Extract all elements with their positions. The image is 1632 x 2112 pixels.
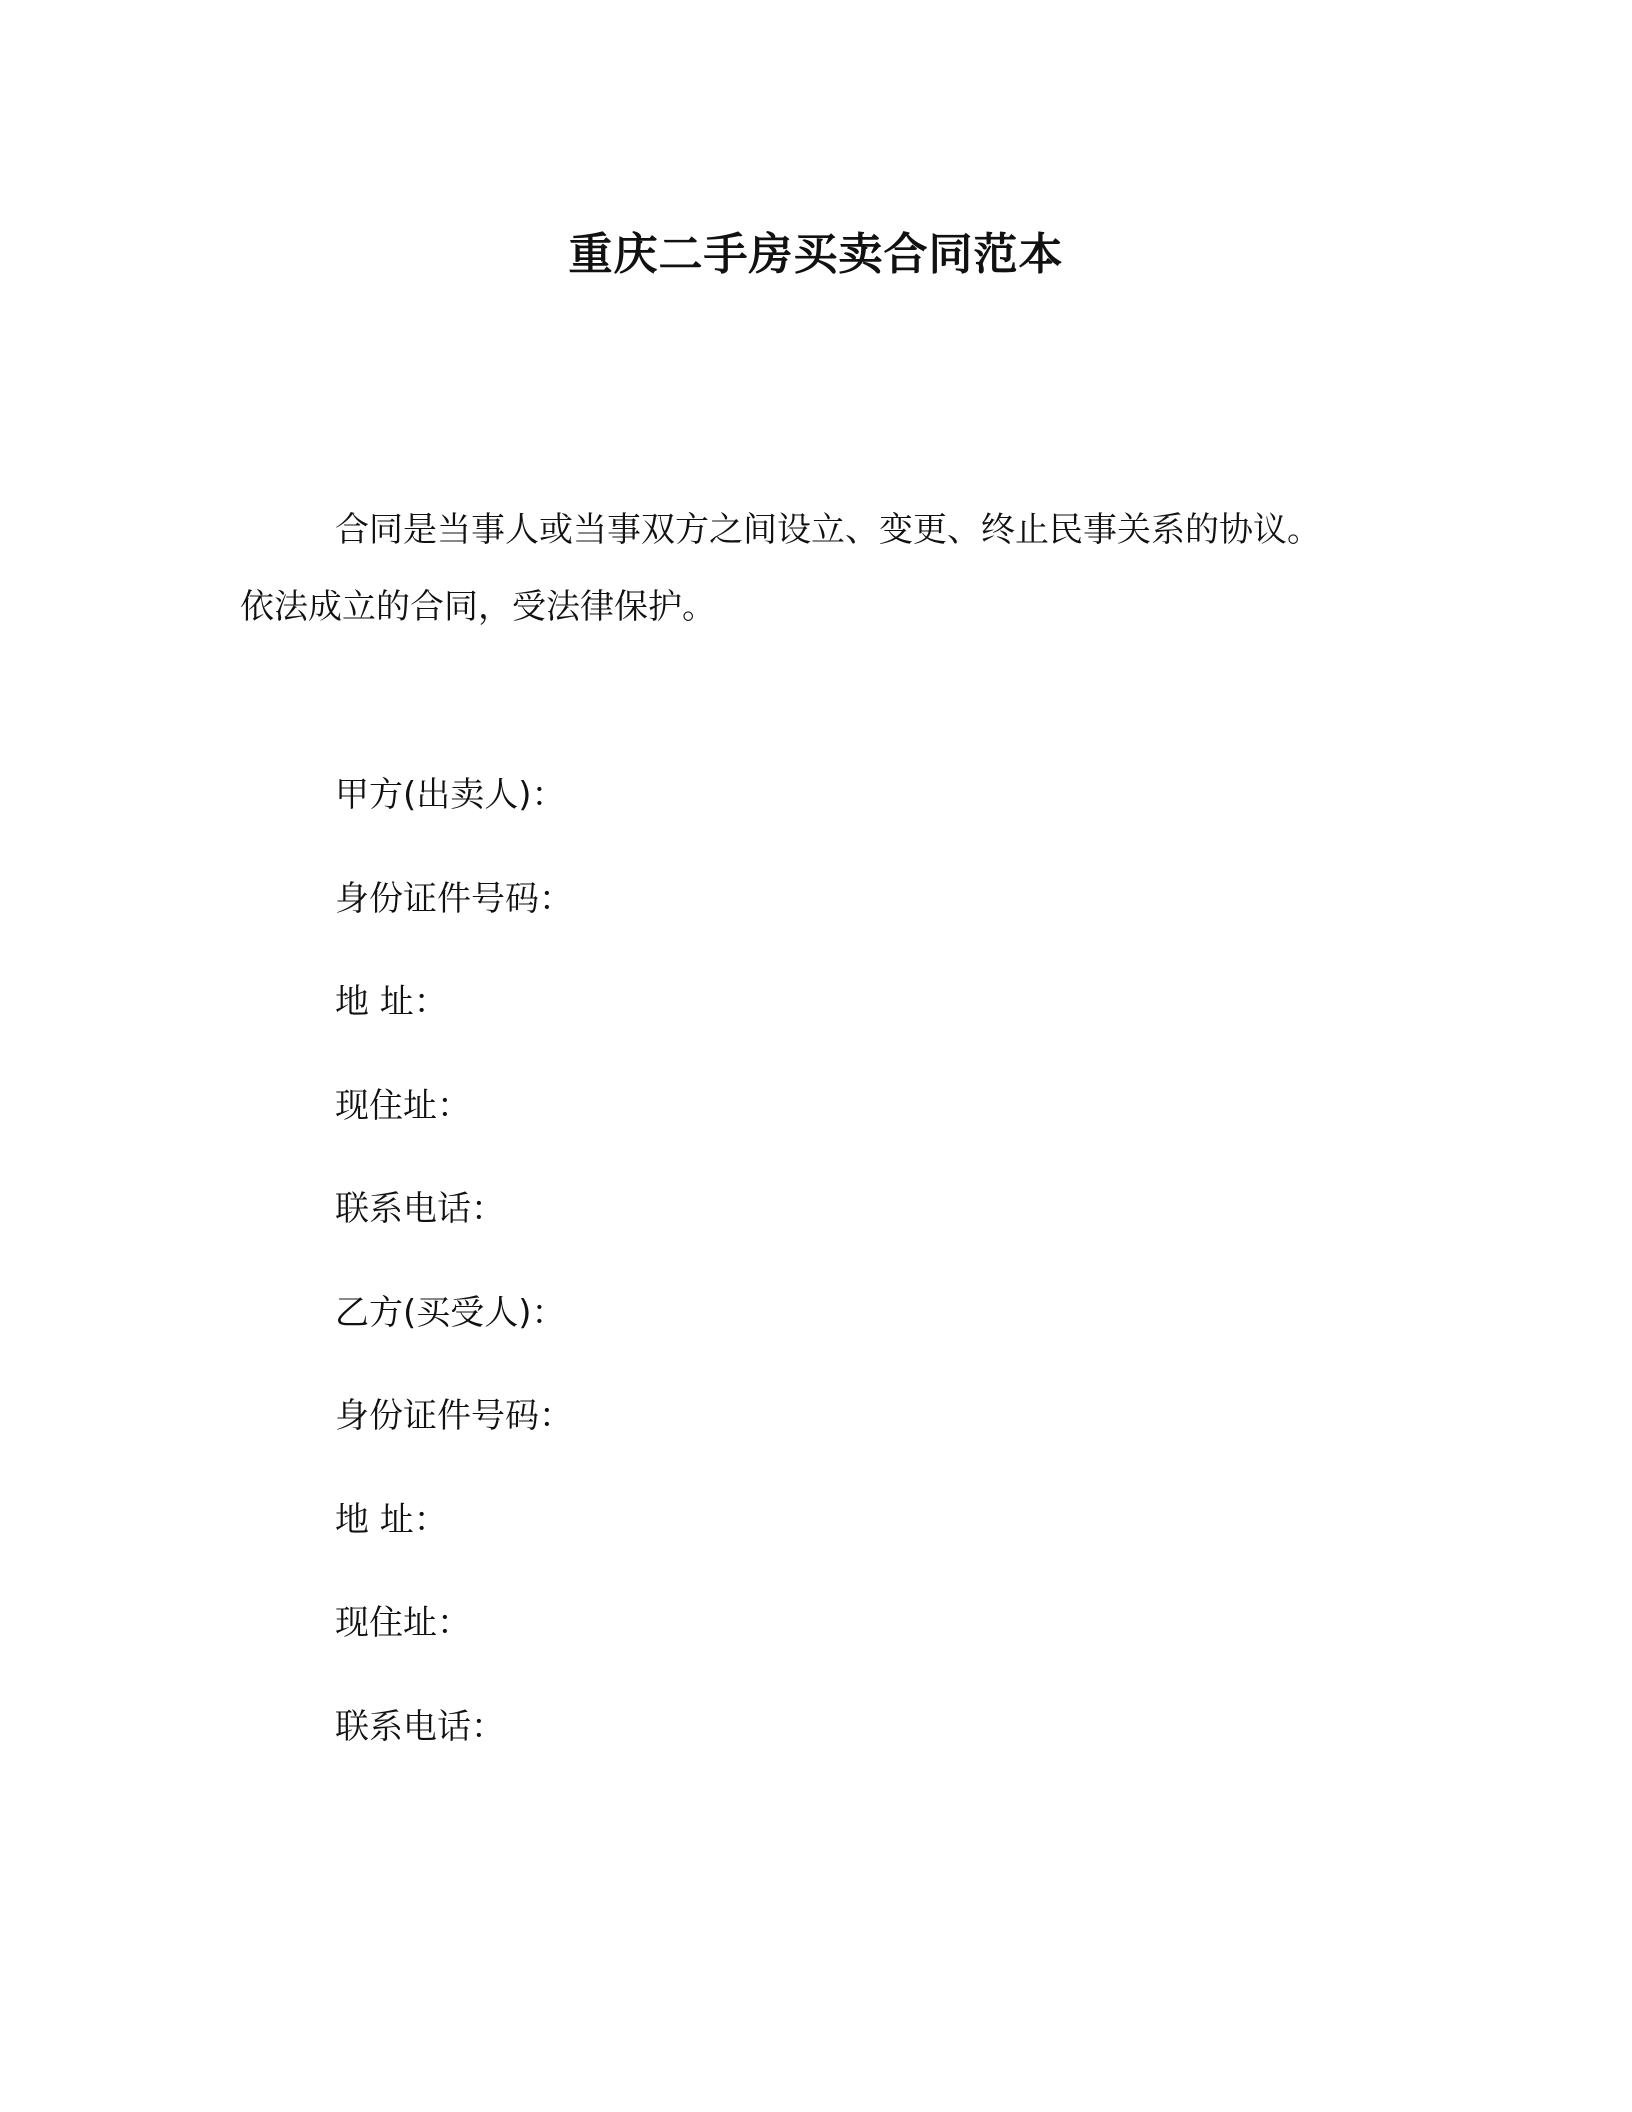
party-b-address: 地 址：	[335, 1499, 448, 1540]
intro-line-1: 合同是当事人或当事双方之间设立、变更、终止民事关系的协议。	[335, 510, 1321, 550]
document-title: 重庆二手房买卖合同范本	[568, 229, 1064, 280]
party-a-id-number: 身份证件号码：	[335, 878, 573, 919]
party-b-label: 乙方(买受人)：	[335, 1292, 566, 1333]
intro-paragraph	[240, 492, 1410, 646]
party-a-current-address: 现住址：	[335, 1085, 471, 1126]
party-b-current-address: 现住址：	[335, 1603, 471, 1643]
party-a-phone: 联系电话：	[335, 1189, 505, 1229]
intro-line-2: 依法成立的合同，受法律保护。	[240, 587, 716, 627]
party-b-phone: 联系电话：	[335, 1706, 505, 1747]
party-a-address: 地 址：	[335, 982, 448, 1022]
party-a-label: 甲方(出卖人)：	[335, 775, 566, 815]
party-b-id-number: 身份证件号码：	[335, 1396, 573, 1436]
party-fields	[335, 770, 573, 1805]
